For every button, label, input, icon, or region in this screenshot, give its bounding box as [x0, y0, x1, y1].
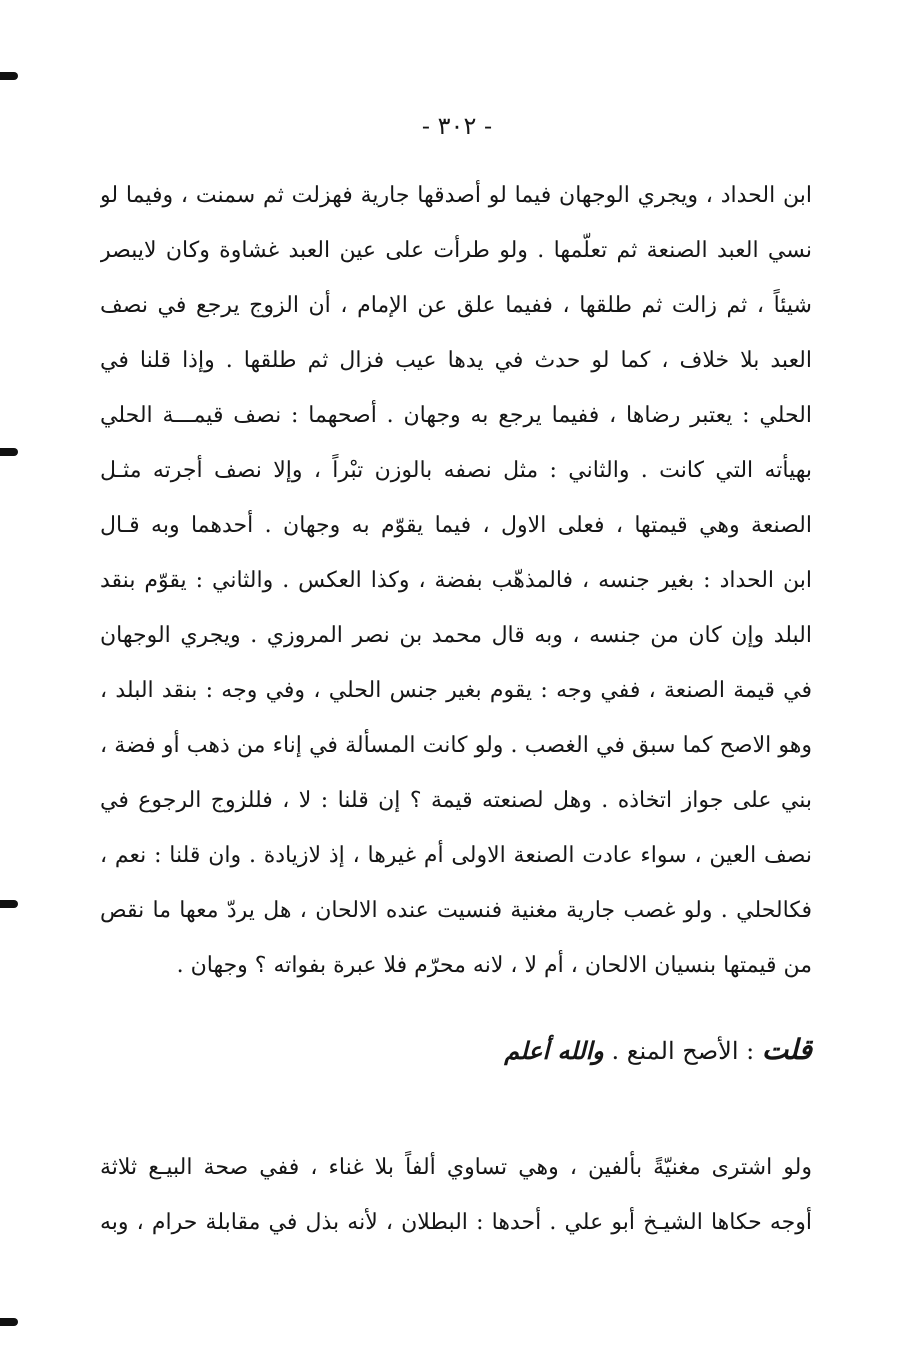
text-line: بني على جواز اتخاذه . وهل لصنعته قيمة ؟ إن قلنا : لا ، فللزوج الرجوع في	[100, 788, 812, 813]
text-line: ابن الحداد ، ويجري الوجهان فيما لو أصدقها جارية فهزلت ثم سمنت ، وفيما لو	[100, 183, 812, 208]
conclusion-line	[504, 1022, 812, 1079]
text-line: ولو اشترى مغنيّةً بألفين ، وهي تساوي ألفاً بلا غناء ، ففي صحة البيـع ثلاثة	[100, 1155, 812, 1180]
text-line: نسي العبد الصنعة ثم تعلّمها . ولو طرأت على عين العبد غشاوة وكان لايبصر	[100, 238, 812, 263]
text-line: في قيمة الصنعة ، ففي وجه : يقوم بغير جنس الحلي ، وفي وجه : بنقد البلد ،	[100, 678, 812, 703]
conclusion-closing: والله أعلم	[504, 1036, 604, 1065]
margin-mark	[0, 72, 18, 80]
text-line: شيئاً ، ثم زالت ثم طلقها ، ففيما علق عن الإمام ، أن الزوج يرجع في نصف	[100, 293, 812, 318]
text-line: بهيأته التي كانت . والثاني : مثل نصفه بالوزن تبْراً ، وإلا نصف أجرته مثـل	[100, 458, 812, 483]
paragraph-2	[100, 1140, 812, 1250]
text-line: ابن الحداد : بغير جنسه ، فالمذهّب بفضة ، وكذا العكس . والثاني : يقوّم بنقد	[100, 568, 812, 593]
conclusion-label: قلت	[761, 1033, 812, 1066]
margin-mark	[0, 448, 18, 456]
text-line: الصنعة وهي قيمتها ، فعلى الاول ، فيما يقوّم به وجهان . أحدهما وبه قـال	[100, 513, 812, 538]
text-line: أوجه حكاها الشيـخ أبو علي . أحدها : البطلان ، لأنه بذل في مقابلة حرام ، وبه	[100, 1210, 812, 1235]
margin-mark	[0, 900, 18, 908]
margin-mark	[0, 1318, 18, 1326]
text-line: من قيمتها بنسيان الالحان ، أم لا ، لانه محرّم فلا عبرة بفواته ؟ وجهان .	[176, 953, 812, 978]
page-number: - ٣٠٢ -	[421, 112, 493, 140]
text-line: الحلي : يعتبر رضاها ، ففيما يرجع به وجهان . أصحهما : نصف قيمـــة الحلي	[100, 403, 812, 428]
conclusion-text: : الأصح المنع .	[603, 1037, 762, 1065]
text-line: البلد وإن كان من جنسه ، وبه قال محمد بن نصر المروزي . ويجري الوجهان	[100, 623, 812, 648]
text-line: فكالحلي . ولو غصب جارية مغنية فنسيت عنده الالحان ، هل يردّ معها ما نقص	[100, 898, 812, 923]
text-line: العبد بلا خلاف ، كما لو حدث في يدها عيب فزال ثم طلقها . وإذا قلنا في	[100, 348, 812, 373]
paragraph-1	[100, 168, 812, 993]
text-line: وهو الاصح كما سبق في الغصب . ولو كانت المسألة في إناء من ذهب أو فضة ،	[100, 733, 812, 758]
text-line: نصف العين ، سواء عادت الصنعة الاولى أم غيرها ، إذ لازيادة . وان قلنا : نعم ،	[100, 843, 812, 868]
